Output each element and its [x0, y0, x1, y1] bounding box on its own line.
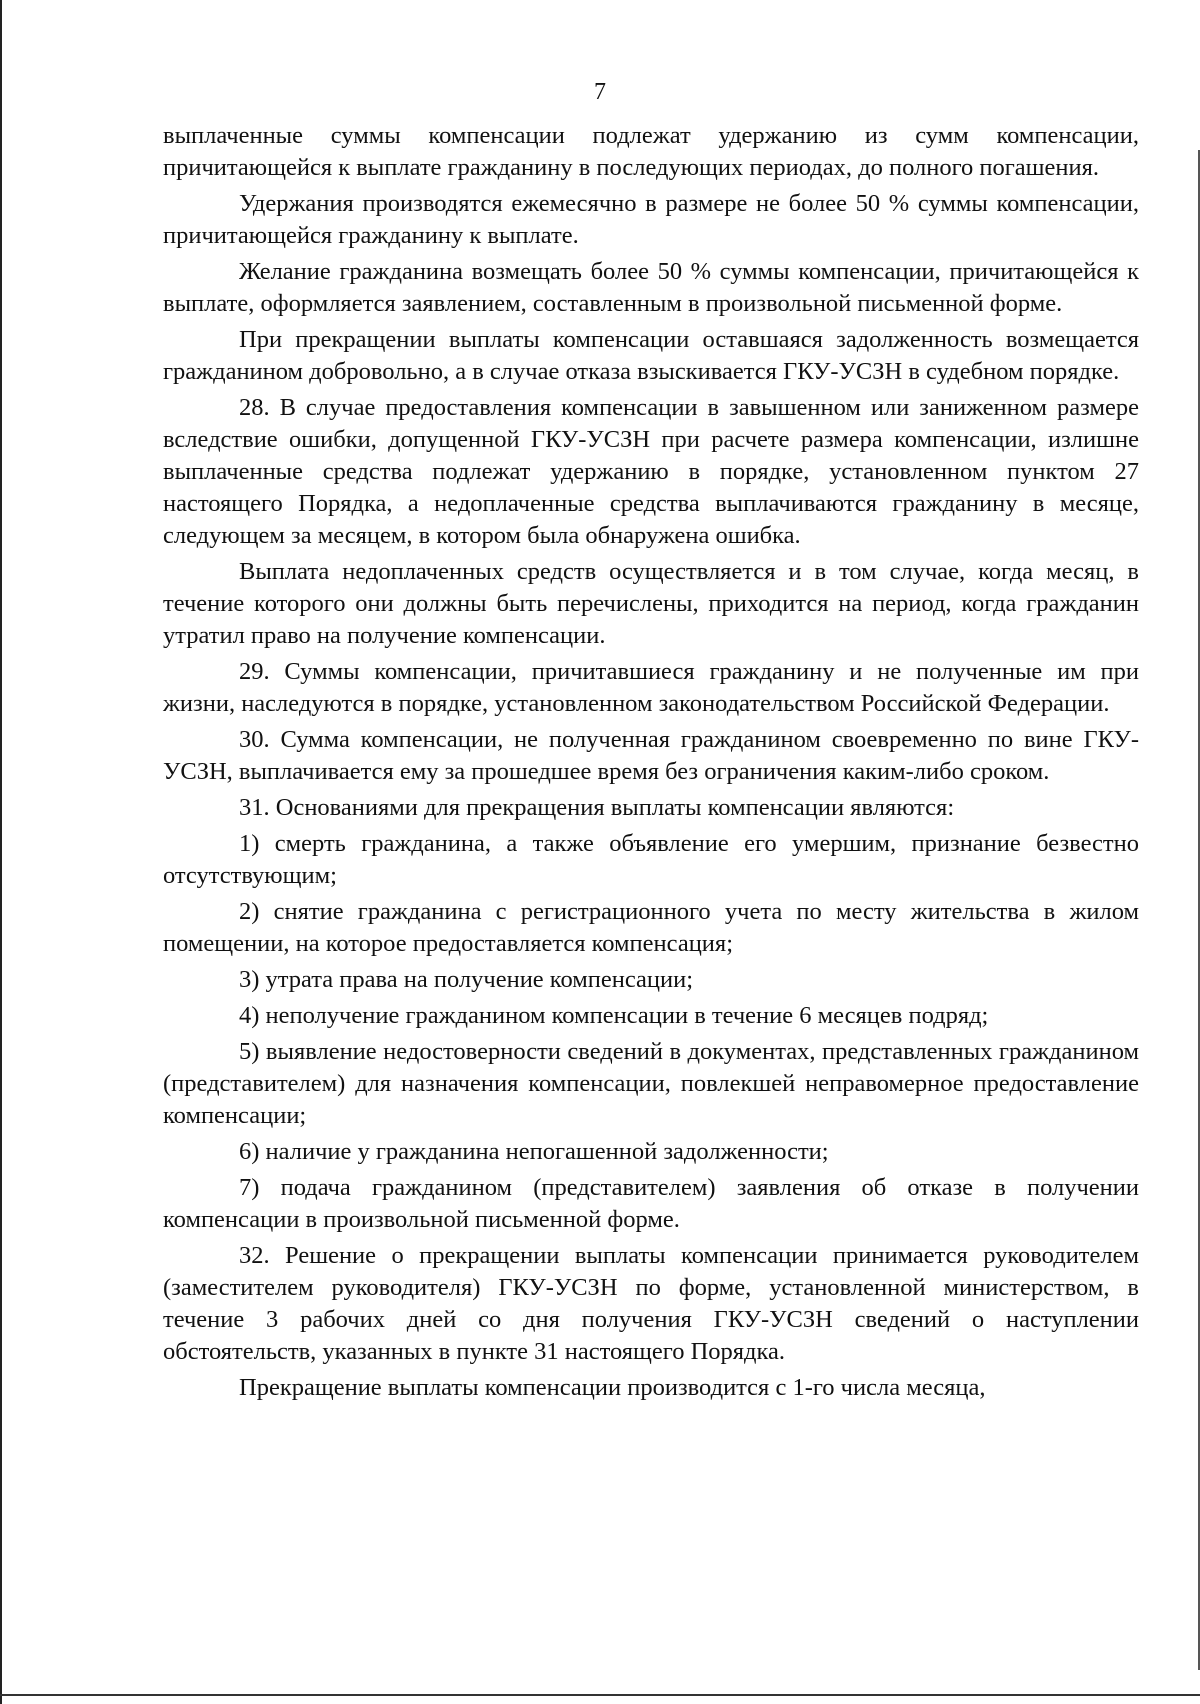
list-item: 3) утрата права на получение компенсации; — [239, 966, 694, 993]
clause-28: 28. В случае предоставления компенсации в завышенном или заниженном размере вследствие ошибки, допущенной ГКУ-УСЗН при расчете размера компенсации, излишне выплаченные средства подлежат удержанию в порядке, установленном пунктом 27 настоящего Порядка, а недоплаченные средства выплачиваются гражданину в месяце, следующем за месяцем, в котором была обнаружена ошибка. — [163, 394, 1139, 549]
list-item: 5) выявление недостоверности сведений в документах, представленных гражданином (представителем) для назначения компенсации, повлекшей неправомерное предоставление компенсации; — [163, 1038, 1139, 1129]
clause-29: 29. Суммы компенсации, причитавшиеся гражданину и не полученные им при жизни, наследуются в порядке, установленном законодательством Российской Федерации. — [163, 658, 1139, 717]
paragraph-continued: Прекращение выплаты компенсации производится с 1-го числа месяца, — [239, 1374, 986, 1401]
clause-30: 30. Сумма компенсации, не полученная гражданином своевременно по вине ГКУ-УСЗН, выплачивается ему за прошедшее время без ограничения каким-либо сроком. — [163, 726, 1139, 785]
list-item: 2) снятие гражданина с регистрационного учета по месту жительства в жилом помещении, на которое предоставляется компенсация; — [163, 898, 1139, 957]
scan-edge-bottom — [0, 1694, 1200, 1696]
scan-edge-left — [0, 0, 2, 1704]
paragraph: При прекращении выплаты компенсации оставшаяся задолженность возмещается гражданином добровольно, а в случае отказа взыскивается ГКУ-УСЗН в судебном порядке. — [163, 326, 1139, 385]
clause-31: 31. Основаниями для прекращения выплаты компенсации являются: — [239, 794, 955, 821]
list-item: 7) подача гражданином (представителем) заявления об отказе в получении компенсации в произвольной письменной форме. — [163, 1174, 1139, 1233]
paragraph: Желание гражданина возмещать более 50 % суммы компенсации, причитающейся к выплате, оформляется заявлением, составленным в произвольной письменной форме. — [163, 258, 1139, 317]
page-number: 7 — [594, 79, 606, 105]
list-item: 6) наличие у гражданина непогашенной задолженности; — [239, 1138, 829, 1165]
list-item: 4) неполучение гражданином компенсации в течение 6 месяцев подряд; — [239, 1002, 989, 1029]
paragraph: Удержания производятся ежемесячно в размере не более 50 % суммы компенсации, причитающейся гражданину к выплате. — [163, 190, 1139, 249]
paragraph-continuation: выплаченные суммы компенсации подлежат удержанию из сумм компенсации, причитающейся к выплате гражданину в последующих периодах, до полного погашения. — [163, 122, 1139, 181]
clause-32: 32. Решение о прекращении выплаты компенсации принимается руководителем (заместителем руководителя) ГКУ-УСЗН по форме, установленной министерством, в течение 3 рабочих дней со дня получения ГКУ-УСЗН сведений о наступлении обстоятельств, указанных в пункте 31 настоящего Порядка. — [163, 1242, 1139, 1365]
document-body — [163, 120, 1139, 1408]
list-item: 1) смерть гражданина, а также объявление его умершим, признание безвестно отсутствующим; — [163, 830, 1139, 889]
paragraph: Выплата недоплаченных средств осуществляется и в том случае, когда месяц, в течение которого они должны быть перечислены, приходится на период, когда гражданин утратил право на получение компенсации. — [163, 558, 1139, 649]
